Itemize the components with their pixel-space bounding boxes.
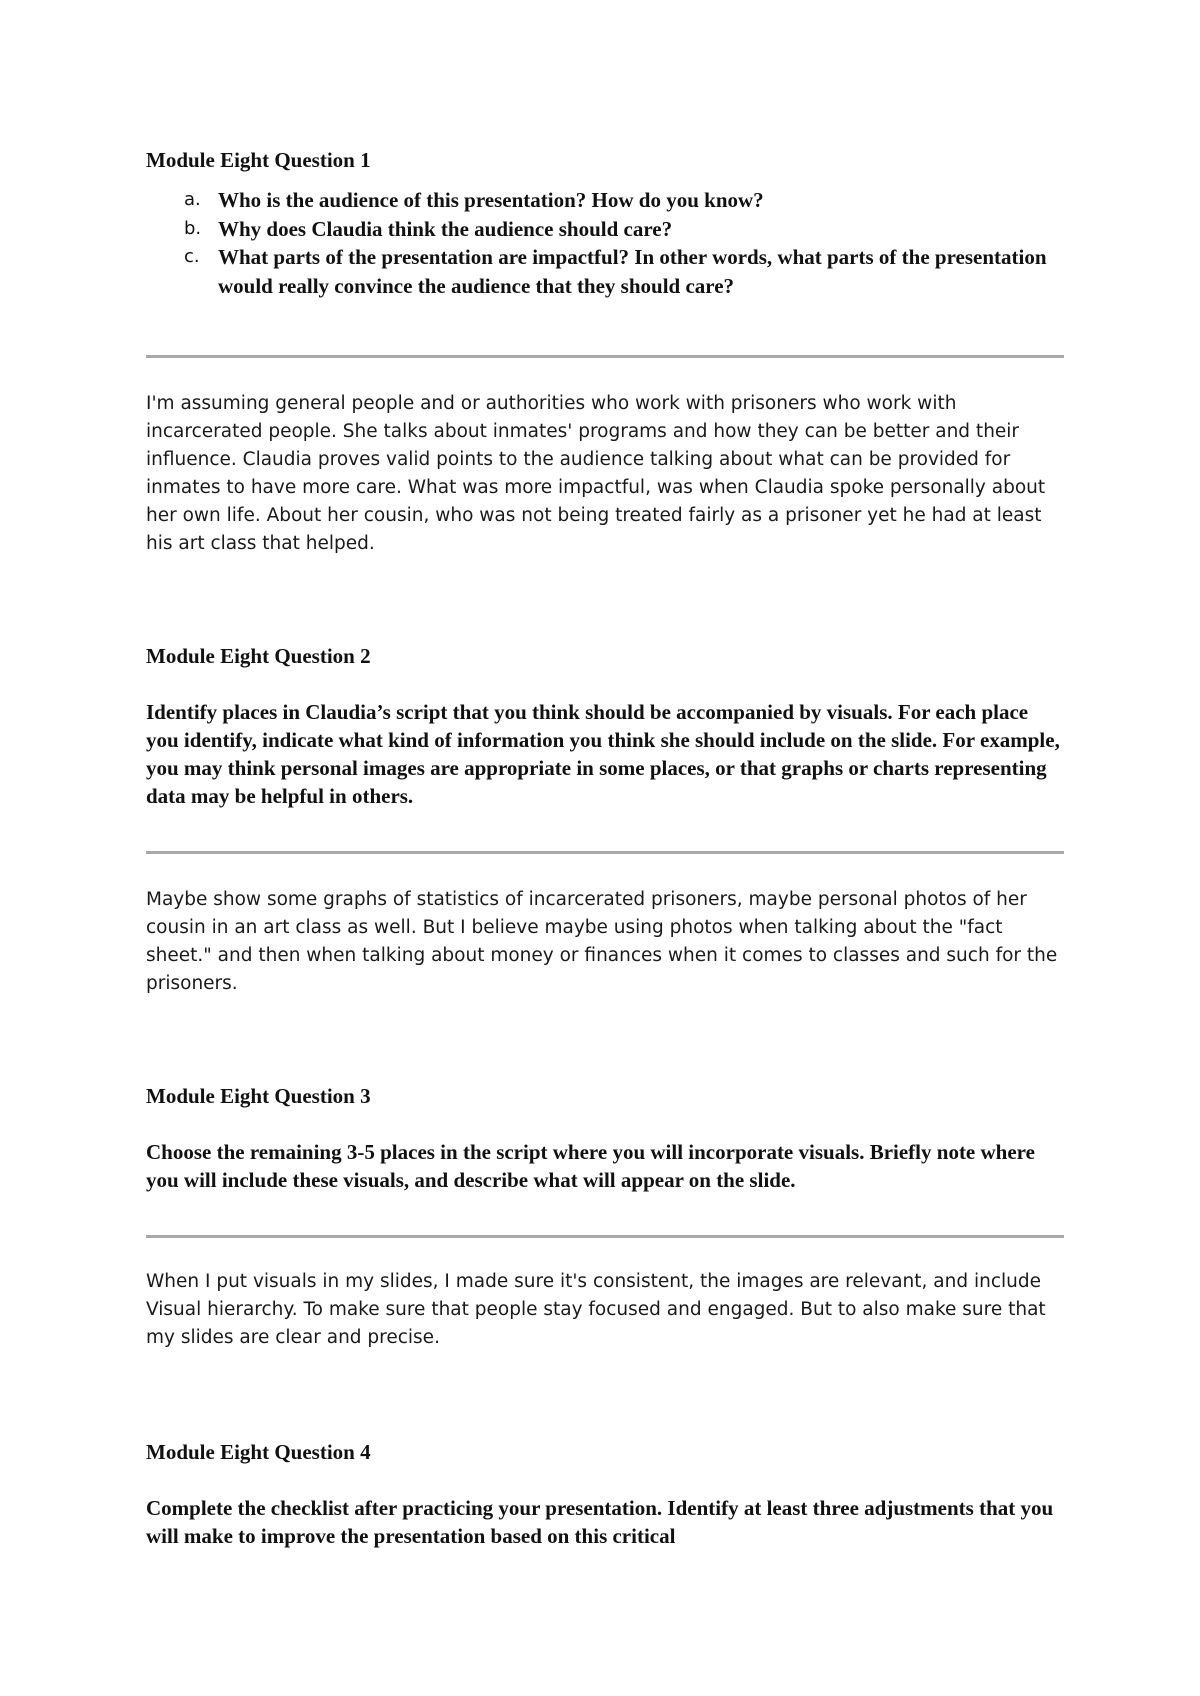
horizontal-divider (146, 1235, 1064, 1238)
question-1-item-a (146, 186, 1066, 215)
horizontal-divider (146, 355, 1064, 358)
question-3-prompt: Choose the remaining 3-5 places in the script where you will incorporate visuals. Briefly note where you will include these visuals, and describe what will appear on the slide. (146, 1140, 1035, 1192)
list-item-text: Why does Claudia think the audience should care? (218, 216, 673, 241)
question-4-title: Module Eight Question 4 (146, 1440, 371, 1464)
question-1-item-c (146, 243, 1066, 300)
question-1-answer: I'm assuming general people and or authorities who work with prisoners who work with incarcerated people. She talks about inmates' programs and how they can be better and their influence. Claudia proves valid points to the audience talking about what can be provided for inmates to have more care. What was more impactful, was when Claudia spoke personally about her own life. About her cousin, who was not being treated fairly as a prisoner yet he had at least his art class that helped. (146, 393, 1046, 554)
list-marker: c. (184, 246, 200, 267)
question-1-prompt-list (146, 186, 1066, 300)
question-3-answer: When I put visuals in my slides, I made sure it's consistent, the images are relevant, and include Visual hierarchy. To make sure that people stay focused and engaged. But to also make sure that my slides are clear and precise. (146, 1271, 1046, 1348)
question-2-prompt: Identify places in Claudia’s script that you think should be accompanied by visuals. For each place you identify, indicate what kind of information you think she should include on the slide. For example, you may think personal images are appropriate in some places, or that graphs or charts representing data may be helpful in others. (146, 700, 1060, 808)
question-3-title: Module Eight Question 3 (146, 1084, 371, 1108)
list-item-text: Who is the audience of this presentation? How do you know? (218, 188, 764, 212)
list-marker: b. (184, 217, 202, 239)
question-1-item-b (146, 215, 1066, 244)
question-4-prompt: Complete the checklist after practicing your presentation. Identify at least three adjustments that you will make to improve the presentation based on this critical (146, 1496, 1054, 1548)
question-2-title: Module Eight Question 2 (146, 644, 371, 668)
list-marker: a. (184, 189, 201, 210)
list-item-text: What parts of the presentation are impactful? In other words, what parts of the presentation would really convince the audience that they should care? (218, 245, 1047, 298)
question-1-title: Module Eight Question 1 (146, 148, 371, 172)
question-2-answer: Maybe show some graphs of statistics of incarcerated prisoners, maybe personal photos of her cousin in an art class as well. But I believe maybe using photos when talking about the "fact sheet." and then when talking about money or finances when it comes to classes and such for the prisoners. (146, 889, 1058, 994)
horizontal-divider (146, 851, 1064, 854)
document-page (146, 0, 1066, 1696)
